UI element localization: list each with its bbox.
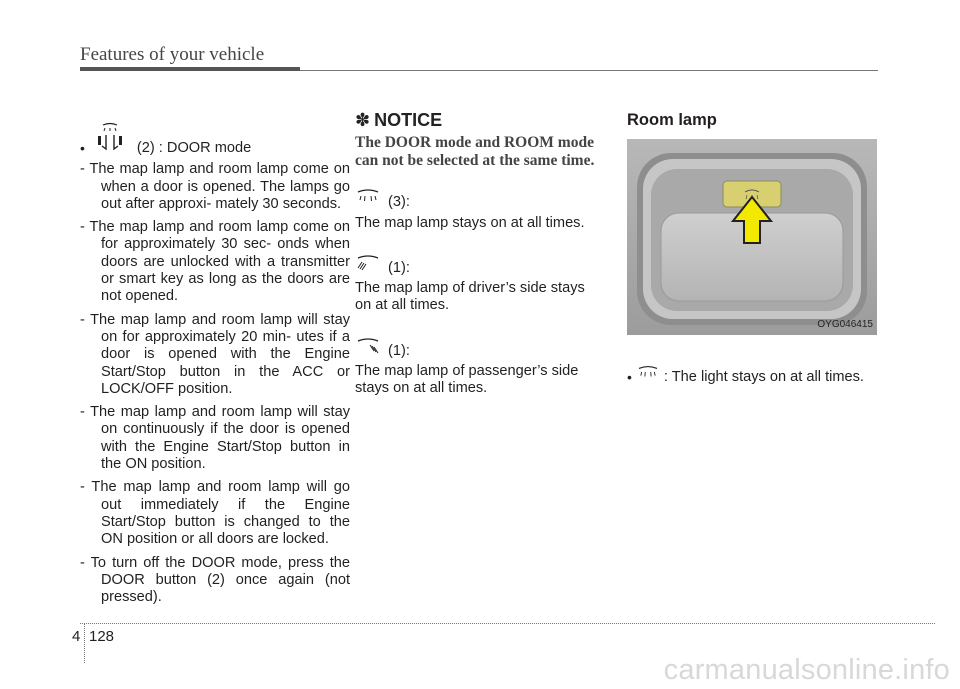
- door-mode-item: - To turn off the DOOR mode, press the DOOR button (2) once again (not pressed).: [80, 554, 350, 606]
- notice-entry-text: The map lamp of driver’s side stays on at all times.: [355, 280, 585, 314]
- chapter-number: 4: [72, 628, 81, 645]
- notice-intro: The DOOR mode and ROOM mode can not be selected at the same time.: [355, 134, 595, 170]
- notice-entry-label: (3):: [388, 194, 410, 211]
- door-mode-bullet: [80, 122, 350, 157]
- notice-heading: [355, 112, 605, 129]
- notice-entry-both: [355, 186, 605, 211]
- column-room-lamp: [627, 112, 879, 387]
- door-mode-item: - The map lamp and room lamp will stay on for approximately 20 min- utes if a door is opened with the Engine Start/Stop button in the ACC or LOCK/OFF position.: [80, 311, 350, 397]
- notice-entry-driver: [355, 252, 605, 277]
- bullet-dot: •: [627, 369, 632, 386]
- map-lamp-driver-icon: [355, 252, 388, 277]
- column-notice: [355, 112, 605, 418]
- door-lamp-icon: [91, 122, 137, 157]
- door-mode-item: - The map lamp and room lamp come on when a door is opened. The lamps go out after approxi- mately 30 seconds.: [80, 161, 350, 212]
- notice-entry-text: The map lamp stays on at all times.: [355, 214, 585, 231]
- notice-entry-label: (1):: [388, 342, 410, 359]
- door-mode-item: - The map lamp and room lamp will stay on continuously if the door is opened with the Engine Start/Stop button in the ON position.: [80, 404, 350, 473]
- notice-entry-label: (1):: [388, 259, 410, 276]
- map-lamp-both-icon: [355, 186, 388, 211]
- header-rule-thick: [80, 67, 300, 71]
- map-lamp-passenger-icon: [355, 335, 388, 360]
- notice-title: NOTICE: [374, 110, 443, 130]
- room-lamp-bullet-text: : The light stays on at all times.: [663, 369, 864, 386]
- footer-rule: [80, 623, 935, 624]
- door-mode-item: - The map lamp and room lamp come on for approximately 30 sec- onds when doors are unlocked with a transmitter or smart key as long as the doors are not opened.: [80, 219, 350, 305]
- watermark: carmanualsonline.info: [663, 654, 950, 686]
- door-mode-item: - The map lamp and room lamp will go out immediately if the Engine Start/Stop button is changed to the ON position or all doors are locked.: [80, 479, 350, 548]
- notice-star-icon: ✽: [355, 110, 371, 130]
- page-header-title: Features of your vehicle: [80, 44, 265, 65]
- footer-divider: [84, 623, 85, 663]
- room-lamp-bullet: [627, 363, 879, 386]
- header-rule-thin: [300, 70, 878, 71]
- bullet-dot: •: [80, 140, 85, 156]
- notice-entry-passenger: [355, 335, 605, 360]
- door-mode-label: (2) : DOOR mode: [136, 140, 252, 156]
- notice-entry-text: The map lamp of passenger’s side stays on at all times.: [355, 363, 579, 397]
- column-door-mode: [80, 122, 350, 612]
- room-lamp-photo: [627, 139, 877, 335]
- page-number: 128: [89, 628, 115, 645]
- room-lamp-heading: Room lamp: [627, 111, 717, 129]
- room-lamp-icon: [636, 363, 664, 386]
- photo-caption: OYG046415: [817, 319, 873, 330]
